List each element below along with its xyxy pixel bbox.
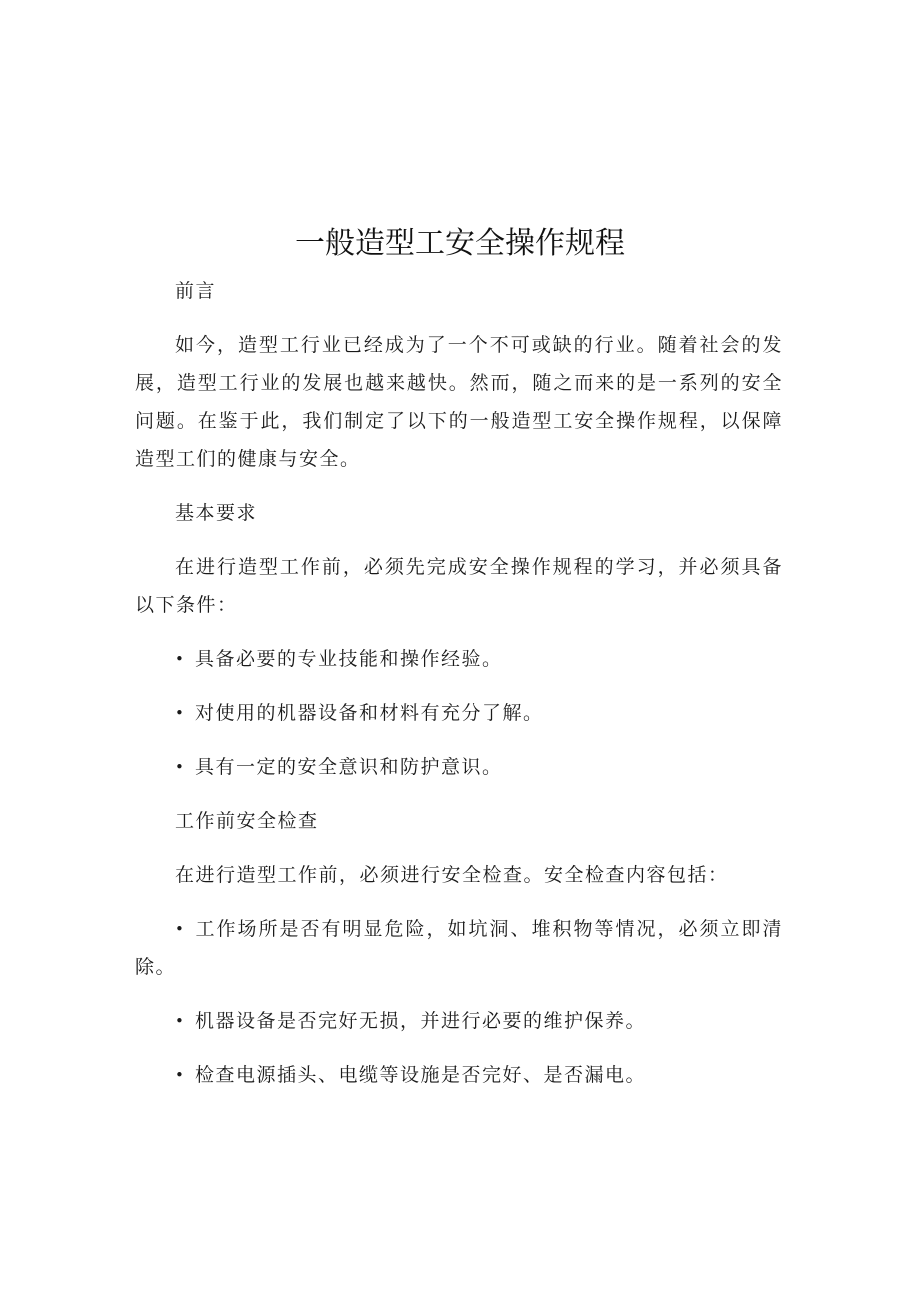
bullet-icon: •	[175, 704, 186, 722]
list-item-text: 具备必要的专业技能和操作经验。	[195, 648, 503, 670]
list-item	[135, 640, 783, 678]
list-item	[135, 1002, 783, 1040]
bullet-icon: •	[175, 758, 186, 776]
section-heading-preface: 前言	[175, 280, 217, 302]
bullet-icon: •	[175, 650, 186, 668]
bullet-icon: •	[175, 1012, 186, 1030]
list-item	[135, 694, 783, 732]
list-item-text: 对使用的机器设备和材料有充分了解。	[195, 702, 544, 724]
document-title: 一般造型工安全操作规程	[295, 226, 625, 261]
bullet-icon: •	[175, 1066, 186, 1084]
section-heading-pre-work-check: 工作前安全检查	[175, 810, 319, 832]
list-item-text: 工作场所是否有明显危险，如坑洞、堆积物等情况，必须立即清除。	[135, 918, 783, 978]
preface-paragraph: 如今，造型工行业已经成为了一个不可或缺的行业。随着社会的发展，造型工行业的发展也越来越快。然而，随之而来的是一系列的安全问题。在鉴于此，我们制定了以下的一般造型工安全操作规程，以保障造型工们的健康与安全。	[135, 334, 783, 470]
basic-requirements-paragraph: 在进行造型工作前，必须先完成安全操作规程的学习，并必须具备以下条件：	[135, 556, 783, 616]
list-item	[135, 910, 783, 986]
section-heading-basic-requirements: 基本要求	[175, 502, 258, 524]
list-item	[135, 1056, 783, 1094]
list-item-text: 机器设备是否完好无损，并进行必要的维护保养。	[195, 1010, 647, 1032]
document-body	[135, 272, 783, 1094]
bullet-icon: •	[175, 920, 186, 938]
list-item	[135, 748, 783, 786]
list-item-text: 检查电源插头、电缆等设施是否完好、是否漏电。	[195, 1064, 647, 1086]
list-item-text: 具有一定的安全意识和防护意识。	[195, 756, 503, 778]
pre-work-check-paragraph: 在进行造型工作前，必须进行安全检查。安全检查内容包括：	[175, 864, 729, 886]
